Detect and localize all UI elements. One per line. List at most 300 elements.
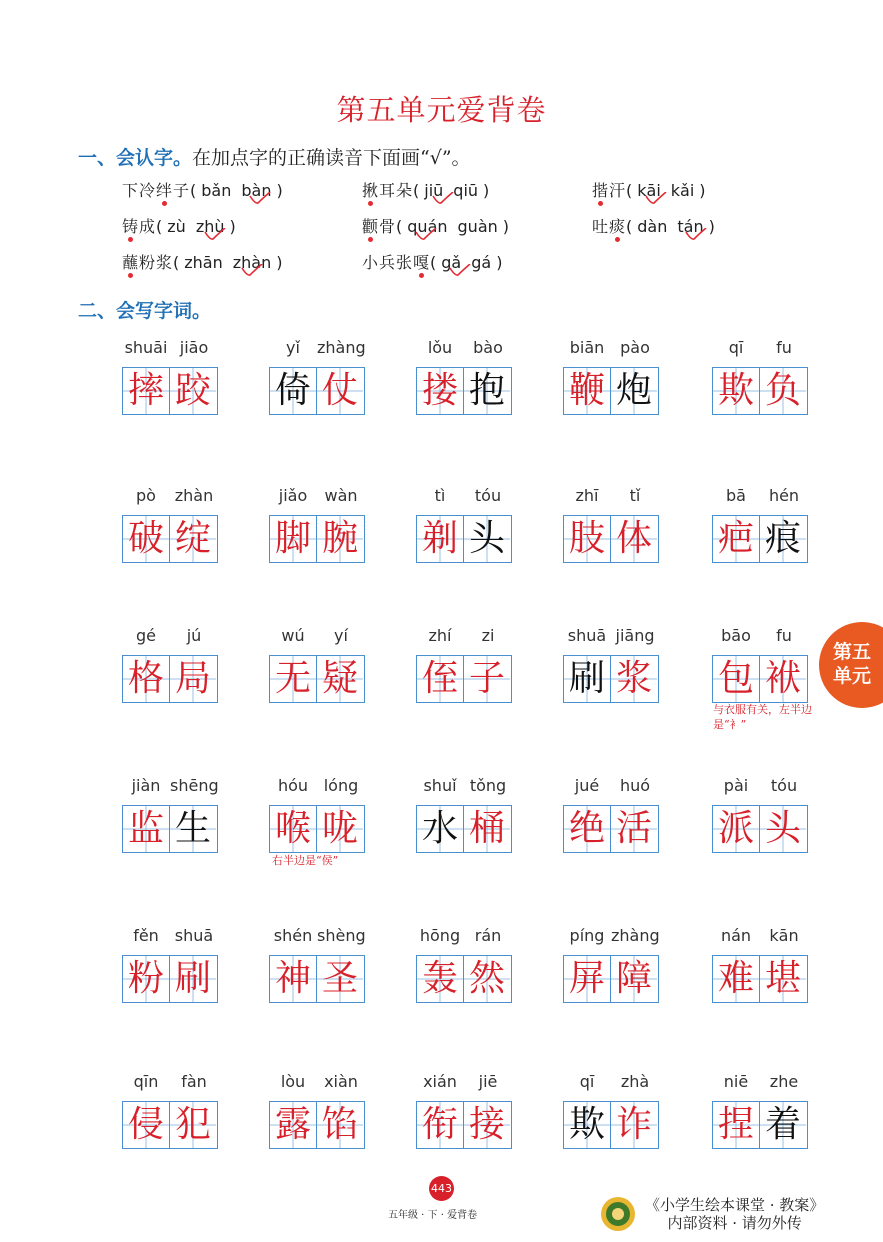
tianzige-box — [563, 515, 659, 563]
word-cell — [416, 338, 512, 415]
word-cell — [712, 338, 808, 415]
pinyin-syllable: bāo — [721, 626, 751, 645]
hanzi-char: 屏 — [564, 956, 610, 1002]
pinyin-syllable: fěn — [133, 926, 159, 945]
pinyin — [563, 486, 659, 510]
hanzi-char: 疑 — [316, 656, 363, 702]
option-1[interactable] — [184, 253, 222, 272]
word-cell — [563, 926, 659, 1003]
hanzi-char: 袱 — [759, 656, 806, 702]
footer-brand-line1: 《小学生绘本课堂 · 教案》 — [645, 1196, 825, 1214]
hanzi-char: 衔 — [417, 1102, 463, 1148]
pinyin-syllable: shuāi — [124, 338, 168, 357]
pinyin-syllable: tóu — [770, 776, 798, 795]
tianzige-box — [563, 367, 659, 415]
tianzige-box — [563, 1101, 659, 1149]
hanzi-char: 负 — [759, 368, 806, 414]
pinyin-syllable: jiàn — [131, 776, 161, 795]
unit-tag — [819, 622, 883, 708]
option-1[interactable] — [637, 217, 667, 236]
footer-brand — [645, 1196, 824, 1232]
pinyin — [563, 1072, 659, 1096]
pinyin-syllable: wú — [281, 626, 305, 645]
tianzige-box — [416, 1101, 512, 1149]
close-paren: ) — [708, 217, 715, 236]
hanzi-char: 欺 — [564, 1102, 610, 1148]
emphasis-dot — [368, 237, 373, 242]
tianzige-box — [269, 1101, 365, 1149]
hanzi-char: 炮 — [610, 368, 657, 414]
hanzi-char: 诈 — [610, 1102, 657, 1148]
option-2[interactable] — [677, 217, 703, 236]
word-cell — [122, 338, 218, 415]
option-1[interactable] — [424, 181, 443, 200]
pinyin-syllable: zhe — [769, 1072, 799, 1091]
pinyin — [122, 486, 218, 510]
pinyin — [269, 1072, 365, 1096]
hanzi-char: 痕 — [759, 516, 806, 562]
unit-tag-line2: 单元 — [832, 665, 871, 687]
word-cell — [712, 486, 808, 563]
pinyin-syllable: zi — [481, 626, 495, 645]
option-1-text: kāi — [637, 181, 661, 200]
pinyin-syllable: fu — [776, 626, 792, 645]
recognize-item — [122, 250, 282, 273]
recognize-word: 小兵张嘎 — [362, 250, 430, 273]
option-1[interactable] — [201, 181, 231, 200]
note-baofu: 与衣服有关，左半边是“衤” — [713, 703, 812, 731]
pinyin-syllable: yǐ — [286, 338, 300, 357]
close-paren: ) — [229, 217, 236, 236]
hanzi-char: 无 — [270, 656, 316, 702]
check-mark-icon — [685, 228, 707, 240]
pinyin-syllable: zhà — [620, 1072, 650, 1091]
option-2[interactable] — [471, 253, 491, 272]
section2-number: 二、会写字词。 — [78, 300, 212, 322]
option-1-text: bǎn — [201, 181, 232, 200]
hanzi-char: 刷 — [564, 656, 610, 702]
pinyin-syllable: hóu — [277, 776, 309, 795]
tianzige-box — [122, 955, 218, 1003]
pinyin-syllable: gé — [136, 626, 156, 645]
pinyin-syllable: fu — [776, 338, 792, 357]
section1-number: 一、会认字。 — [78, 147, 193, 169]
pinyin — [269, 626, 365, 650]
pinyin-syllable: jú — [186, 626, 202, 645]
pinyin-syllable: shuā — [567, 626, 607, 645]
hanzi-char: 捏 — [713, 1102, 759, 1148]
option-2-text: kǎi — [670, 181, 695, 200]
tianzige-box — [563, 655, 659, 703]
hanzi-char: 格 — [123, 656, 169, 702]
tianzige-box — [416, 367, 512, 415]
tianzige-box — [712, 367, 808, 415]
open-paren: ( — [156, 217, 163, 236]
hanzi-char: 圣 — [316, 956, 363, 1002]
option-2[interactable] — [233, 253, 271, 272]
open-paren: ( — [413, 181, 420, 200]
pinyin — [563, 338, 659, 362]
close-paren: ) — [483, 181, 490, 200]
check-mark-icon — [449, 264, 471, 276]
tianzige-box — [563, 805, 659, 853]
pinyin-syllable: shuǐ — [423, 776, 457, 795]
option-1-text: zhān — [184, 253, 223, 272]
pinyin-syllable: xiàn — [324, 1072, 358, 1091]
close-paren: ) — [276, 253, 283, 272]
pinyin-syllable: biān — [569, 338, 605, 357]
pinyin — [122, 776, 218, 800]
hanzi-char: 局 — [169, 656, 216, 702]
tianzige-box — [712, 955, 808, 1003]
pinyin-syllable: jiē — [478, 1072, 498, 1091]
pinyin-syllable: zhàng — [317, 338, 366, 357]
hanzi-char: 脚 — [270, 516, 316, 562]
hanzi-char: 摔 — [123, 368, 169, 414]
pinyin-syllable: pò — [136, 486, 156, 505]
hanzi-char: 活 — [610, 806, 657, 852]
tianzige-box — [122, 367, 218, 415]
recognize-item — [362, 214, 509, 237]
hanzi-char: 粉 — [123, 956, 169, 1002]
pinyin — [712, 486, 808, 510]
pinyin — [122, 1072, 218, 1096]
check-mark-icon — [249, 192, 271, 204]
tianzige-box — [416, 515, 512, 563]
tianzige-box — [712, 1101, 808, 1149]
pinyin-syllable: lǒu — [427, 338, 453, 357]
pinyin — [416, 486, 512, 510]
tianzige-box — [122, 805, 218, 853]
pinyin-syllable: wàn — [324, 486, 358, 505]
pinyin — [712, 1072, 808, 1096]
hanzi-char: 神 — [270, 956, 316, 1002]
word-cell — [269, 626, 365, 703]
option-1-text: dàn — [637, 217, 668, 236]
word-cell — [122, 626, 218, 703]
pinyin-syllable: jiāng — [615, 626, 655, 645]
word-cell — [269, 776, 365, 853]
close-paren: ) — [496, 253, 503, 272]
page-number: 443 — [429, 1176, 454, 1201]
tianzige-box — [712, 805, 808, 853]
recognize-word: 下冷绊子 — [122, 178, 190, 201]
option-1[interactable] — [167, 217, 186, 236]
option-2[interactable] — [453, 181, 478, 200]
emphasis-dot — [368, 201, 373, 206]
pinyin-syllable: bào — [473, 338, 503, 357]
pinyin-syllable: pào — [620, 338, 650, 357]
check-mark-icon — [204, 228, 226, 240]
emphasis-dot — [162, 201, 167, 206]
recognize-word: 铸成 — [122, 214, 156, 237]
hanzi-char: 头 — [463, 516, 510, 562]
word-cell — [122, 776, 218, 853]
hanzi-char: 水 — [417, 806, 463, 852]
open-paren: ( — [626, 181, 633, 200]
word-cell — [416, 776, 512, 853]
tianzige-box — [416, 655, 512, 703]
open-paren: ( — [190, 181, 197, 200]
pinyin-syllable: tǒng — [469, 776, 507, 795]
tianzige-box — [122, 1101, 218, 1149]
pinyin — [269, 776, 365, 800]
hanzi-char: 抱 — [463, 368, 510, 414]
word-cell — [563, 626, 659, 703]
option-2-text: qiū — [453, 181, 479, 200]
tianzige-box — [416, 955, 512, 1003]
pinyin — [712, 626, 808, 650]
pinyin — [416, 776, 512, 800]
emphasis-dot — [128, 273, 133, 278]
hanzi-char: 欺 — [713, 368, 759, 414]
pinyin-syllable: lòu — [280, 1072, 306, 1091]
hanzi-char: 鞭 — [564, 368, 610, 414]
pinyin-syllable: fàn — [181, 1072, 207, 1091]
tianzige-box — [269, 805, 365, 853]
hanzi-char: 腕 — [316, 516, 363, 562]
hanzi-char: 然 — [463, 956, 510, 1002]
option-2-text: zhù — [195, 217, 225, 236]
option-1[interactable] — [637, 181, 661, 200]
hanzi-char: 刷 — [169, 956, 216, 1002]
option-1[interactable] — [407, 217, 447, 236]
word-cell — [712, 776, 808, 853]
option-1-text: quán — [407, 217, 448, 236]
recognize-word: 吐痰 — [592, 214, 626, 237]
tianzige-box — [269, 955, 365, 1003]
tianzige-box — [269, 655, 365, 703]
pinyin-syllable: lóng — [323, 776, 359, 795]
word-cell — [122, 926, 218, 1003]
pinyin-syllable: pài — [723, 776, 749, 795]
hanzi-char: 仗 — [316, 368, 363, 414]
option-1[interactable] — [441, 253, 461, 272]
word-cell — [122, 1072, 218, 1149]
hanzi-char: 堪 — [759, 956, 806, 1002]
check-mark-icon — [415, 228, 437, 240]
hanzi-char: 破 — [123, 516, 169, 562]
pinyin — [416, 926, 512, 950]
hanzi-char: 浆 — [610, 656, 657, 702]
pinyin-syllable: bā — [726, 486, 746, 505]
section1-instruction: 在加点字的正确读音下面画“√”。 — [192, 147, 471, 169]
word-cell — [416, 926, 512, 1003]
pinyin-syllable: tóu — [474, 486, 502, 505]
hanzi-char: 犯 — [169, 1102, 216, 1148]
footer-grade: 五年级 · 下 · 爱背卷 — [388, 1210, 478, 1221]
logo-icon — [600, 1196, 636, 1232]
pinyin — [269, 486, 365, 510]
word-cell — [563, 776, 659, 853]
recognize-item — [592, 178, 706, 201]
tianzige-box — [563, 955, 659, 1003]
hanzi-char: 生 — [169, 806, 216, 852]
open-paren: ( — [626, 217, 633, 236]
pinyin-syllable: píng — [569, 926, 605, 945]
pinyin — [122, 626, 218, 650]
hanzi-char: 搂 — [417, 368, 463, 414]
word-cell — [416, 1072, 512, 1149]
hanzi-char: 派 — [713, 806, 759, 852]
emphasis-dot — [615, 237, 620, 242]
tianzige-box — [269, 515, 365, 563]
word-cell — [269, 1072, 365, 1149]
hanzi-char: 咙 — [316, 806, 363, 852]
word-cell — [269, 926, 365, 1003]
pinyin-syllable: jiǎo — [278, 486, 308, 505]
option-1-text: zù — [167, 217, 186, 236]
open-paren: ( — [430, 253, 437, 272]
pinyin — [712, 776, 808, 800]
option-2-text: bàn — [241, 181, 272, 200]
tianzige-box — [122, 655, 218, 703]
word-cell — [712, 626, 808, 703]
word-cell — [416, 626, 512, 703]
hanzi-char: 轰 — [417, 956, 463, 1002]
unit-tag-line1: 第五 — [832, 641, 871, 663]
hanzi-char: 馅 — [316, 1102, 363, 1148]
pinyin-syllable: huó — [619, 776, 651, 795]
option-2-text: gá — [471, 253, 492, 272]
hanzi-char: 难 — [713, 956, 759, 1002]
hanzi-char: 着 — [759, 1102, 806, 1148]
tianzige-box — [269, 367, 365, 415]
tianzige-box — [712, 655, 808, 703]
pinyin-syllable: qī — [728, 338, 744, 357]
hanzi-char: 接 — [463, 1102, 510, 1148]
recognize-item — [592, 214, 715, 237]
hanzi-char: 头 — [759, 806, 806, 852]
hanzi-char: 包 — [713, 656, 759, 702]
pinyin-syllable: shēng — [170, 776, 219, 795]
pinyin — [122, 926, 218, 950]
pinyin — [269, 338, 365, 362]
pinyin-syllable: jiāo — [179, 338, 209, 357]
option-2-text: guàn — [457, 217, 498, 236]
open-paren: ( — [173, 253, 180, 272]
word-cell — [712, 926, 808, 1003]
check-mark-icon — [241, 264, 263, 276]
recognize-word: 颧骨 — [362, 214, 396, 237]
hanzi-char: 倚 — [270, 368, 316, 414]
pinyin-syllable: shén — [273, 926, 313, 945]
pinyin — [416, 626, 512, 650]
pinyin-syllable: tì — [434, 486, 446, 505]
hanzi-char: 桶 — [463, 806, 510, 852]
option-2[interactable] — [671, 181, 695, 200]
pinyin — [122, 338, 218, 362]
footer-brand-line2: 内部资料 · 请勿外传 — [667, 1214, 802, 1232]
word-cell — [563, 1072, 659, 1149]
hanzi-char: 障 — [610, 956, 657, 1002]
pinyin-syllable: hén — [768, 486, 800, 505]
pinyin-syllable: tǐ — [629, 486, 641, 505]
word-cell — [269, 486, 365, 563]
word-cell — [563, 486, 659, 563]
option-2-text: zhàn — [232, 253, 272, 272]
close-paren: ) — [276, 181, 283, 200]
pinyin-syllable: niē — [723, 1072, 749, 1091]
pinyin — [563, 776, 659, 800]
hanzi-char: 剃 — [417, 516, 463, 562]
option-2[interactable] — [196, 217, 225, 236]
tianzige-box — [416, 805, 512, 853]
hanzi-char: 跤 — [169, 368, 216, 414]
option-2-text: tán — [677, 217, 704, 236]
pinyin — [712, 338, 808, 362]
hanzi-char: 绽 — [169, 516, 216, 562]
note-houlong: 右半边是“侯” — [272, 854, 339, 867]
page-title: 第五单元爱背卷 — [336, 93, 547, 127]
pinyin-syllable: zhàn — [174, 486, 214, 505]
recognize-item — [122, 214, 236, 237]
pinyin-syllable: zhí — [428, 626, 452, 645]
word-cell — [269, 338, 365, 415]
option-1-text: jiū — [424, 181, 444, 200]
pinyin-syllable: kān — [769, 926, 799, 945]
recognize-item — [362, 250, 502, 273]
recognize-word: 揪耳朵 — [362, 178, 413, 201]
word-cell — [563, 338, 659, 415]
section1-heading — [78, 143, 471, 170]
hanzi-char: 体 — [610, 516, 657, 562]
close-paren: ) — [502, 217, 510, 236]
emphasis-dot — [128, 237, 133, 242]
pinyin-syllable: xián — [423, 1072, 457, 1091]
hanzi-char: 监 — [123, 806, 169, 852]
pinyin-syllable: hōng — [419, 926, 461, 945]
pinyin-syllable: shèng — [317, 926, 366, 945]
option-2[interactable] — [241, 181, 271, 200]
section2-heading — [78, 296, 211, 323]
pinyin — [416, 338, 512, 362]
option-1-text: gǎ — [441, 253, 462, 272]
pinyin — [712, 926, 808, 950]
tianzige-box — [712, 515, 808, 563]
hanzi-char: 喉 — [270, 806, 316, 852]
option-2[interactable] — [458, 217, 498, 236]
hanzi-char: 绝 — [564, 806, 610, 852]
recognize-word: 蘸粉浆 — [122, 250, 173, 273]
tianzige-box — [122, 515, 218, 563]
pinyin-syllable: zhàng — [611, 926, 660, 945]
pinyin-syllable: shuā — [174, 926, 214, 945]
pinyin-syllable: zhī — [575, 486, 599, 505]
hanzi-char: 子 — [463, 656, 510, 702]
word-cell — [416, 486, 512, 563]
emphasis-dot — [419, 273, 424, 278]
hanzi-char: 露 — [270, 1102, 316, 1148]
word-cell — [122, 486, 218, 563]
pinyin — [416, 1072, 512, 1096]
hanzi-char: 侄 — [417, 656, 463, 702]
pinyin-syllable: rán — [474, 926, 502, 945]
pinyin-syllable: qī — [579, 1072, 595, 1091]
hanzi-char: 肢 — [564, 516, 610, 562]
open-paren: ( — [396, 217, 403, 236]
pinyin — [269, 926, 365, 950]
pinyin-syllable: yí — [334, 626, 348, 645]
pinyin-syllable: qīn — [133, 1072, 159, 1091]
pinyin — [563, 926, 659, 950]
check-mark-icon — [432, 192, 454, 204]
word-cell — [712, 1072, 808, 1149]
hanzi-char: 侵 — [123, 1102, 169, 1148]
recognize-item — [122, 178, 283, 201]
recognize-word: 揩汗 — [592, 178, 626, 201]
pinyin-syllable: nán — [720, 926, 752, 945]
